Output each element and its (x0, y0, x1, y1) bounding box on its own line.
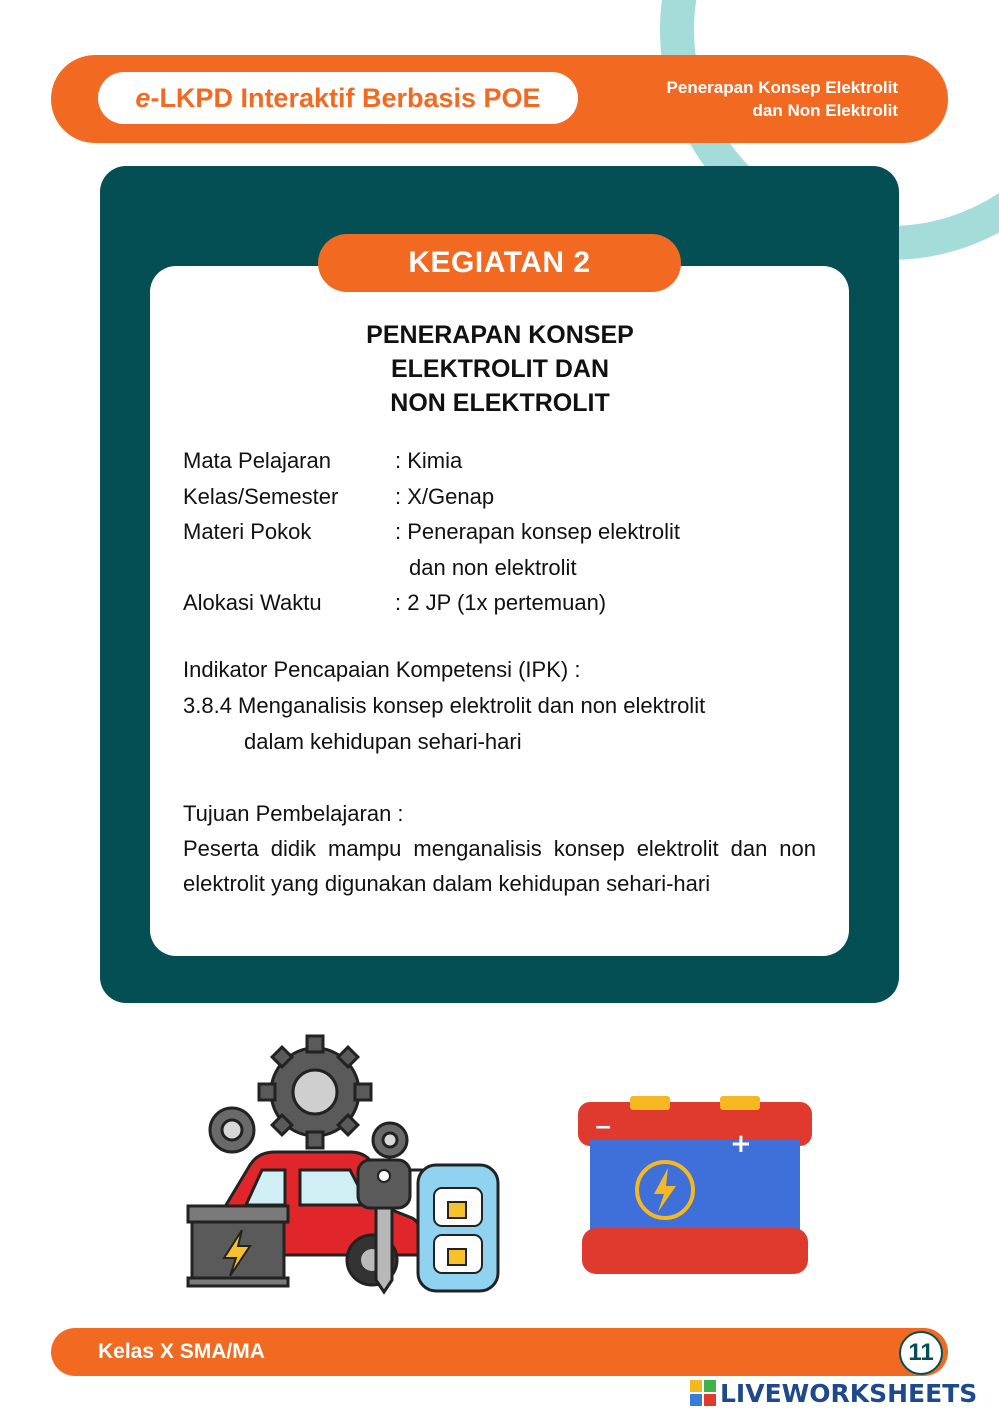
activity-title-line1: PENERAPAN KONSEP (366, 321, 634, 349)
svg-text:+: + (730, 1129, 752, 1159)
liveworksheets-logo (690, 1376, 977, 1410)
liveworksheets-mark-icon (690, 1380, 716, 1406)
car-battery-gears-illustration (180, 1030, 510, 1300)
svg-text:−: − (594, 1115, 613, 1140)
header-title (98, 72, 578, 124)
tujuan-section (183, 796, 816, 901)
footer-class-text: Kelas X SMA/MA (98, 1340, 265, 1363)
topic-label: Materi Pokok (183, 519, 312, 544)
liveworksheets-text: LIVEWORKSHEETS (720, 1378, 978, 1408)
topic-value-cont: dan non elektrolit (409, 554, 577, 580)
header-subtitle (578, 76, 898, 122)
subject-label: Mata Pelajaran (183, 448, 331, 473)
gear-icon (259, 1036, 371, 1148)
ipk-section (183, 652, 823, 760)
battery-illustration (570, 1090, 820, 1290)
ipk-heading: Indikator Pencapaian Kompetensi (IPK) : (183, 657, 581, 682)
time-value: : 2 JP (1x pertemuan) (395, 590, 607, 615)
ipk-item-line2: dalam kehidupan sehari-hari (244, 729, 522, 754)
gear-icon (373, 1123, 407, 1157)
gear-icon (210, 1108, 254, 1152)
topic-value: : Penerapan konsep elektrolit (395, 519, 680, 544)
class-label: Kelas/Semester (183, 483, 339, 509)
time-label: Alokasi Waktu (183, 590, 322, 615)
ipk-item-line1: 3.8.4 Menganalisis konsep elektrolit dan non elektrolit (183, 693, 706, 718)
remote-icon (410, 1165, 498, 1291)
activity-title-line3: NON ELEKTROLIT (390, 389, 610, 417)
header-title-prefix: e (135, 82, 151, 113)
activity-title (280, 318, 720, 420)
activity-tab: KEGIATAN 2 (318, 234, 681, 292)
class-value: : X/Genap (395, 483, 495, 509)
header-subtitle-line2: dan Non Elektrolit (752, 101, 898, 120)
tujuan-body: Peserta didik mampu menganalisis konsep elektrolit dan non elektrolit yang digunakan dalam kehidupan sehari-hari (183, 836, 816, 896)
activity-title-line2: ELEKTROLIT DAN (390, 355, 610, 383)
header-title-rest: -LKPD Interaktif Berbasis POE (150, 82, 541, 113)
page-number: 11 (899, 1331, 943, 1375)
battery-icon (188, 1206, 288, 1286)
tujuan-heading: Tujuan Pembelajaran : (183, 801, 404, 826)
subject-value: : Kimia (395, 448, 463, 473)
header-subtitle-line1: Penerapan Konsep Elektrolit (666, 78, 898, 97)
